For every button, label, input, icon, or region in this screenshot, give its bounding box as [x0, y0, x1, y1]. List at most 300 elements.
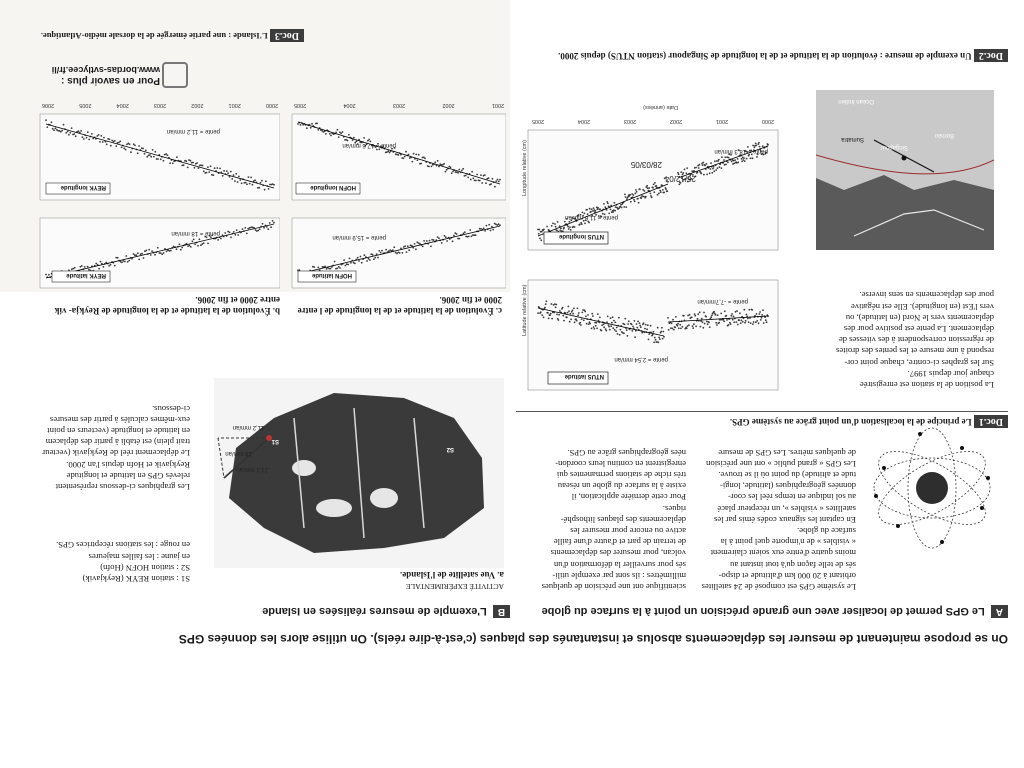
reyk-long-point — [86, 137, 88, 139]
reyk-long-point — [82, 136, 84, 138]
hofn-lat-point — [389, 249, 391, 251]
map-label-sumatra: Sumatra — [841, 136, 864, 142]
hofn-lat-point — [422, 246, 424, 248]
ntus-long-point — [704, 164, 706, 166]
hofn-lat-point — [408, 249, 410, 251]
ntus-lat-point — [610, 325, 612, 327]
reyk-long-point — [133, 143, 135, 145]
ntus-long-point — [710, 162, 712, 164]
reyk-long-point — [148, 155, 150, 157]
ntus-lat-point — [700, 326, 702, 328]
reyk-lat-point — [207, 243, 209, 245]
ntus-long-point — [570, 229, 572, 231]
hofn-lat-point — [406, 251, 408, 253]
map-label-borneo: Bornéo — [934, 132, 954, 138]
ntus-lat-point — [619, 334, 621, 336]
ntus-lat-point — [645, 324, 647, 326]
ntus-long-slope-2: pente = 18,3 mm/an — [714, 148, 768, 154]
ntus-lat-point — [682, 326, 684, 328]
ntus-long-point — [662, 189, 664, 191]
ntus-lat-point — [567, 306, 569, 308]
reyk-long-point — [268, 188, 270, 190]
ntus-lat-point — [607, 316, 609, 318]
ntus-lat-point — [593, 328, 595, 330]
ntus-lat-point — [759, 313, 761, 315]
hofn-long-point — [497, 179, 499, 181]
ntus-lat-point — [585, 315, 587, 317]
hofn-long-point — [451, 172, 453, 174]
ntus-lat-point — [711, 315, 713, 317]
reyk-long-point — [172, 162, 174, 164]
reyk-lat-point — [269, 222, 271, 224]
reyk-lat-point — [163, 252, 165, 254]
hofn-long-point — [461, 170, 463, 172]
ntus-lat-point — [537, 312, 539, 314]
hofn-long-point — [389, 152, 391, 154]
ntus-lat-point — [583, 319, 585, 321]
ntus-lat-point — [644, 328, 646, 330]
hofn-long-point — [448, 166, 450, 168]
reyk-lat-point — [166, 251, 168, 253]
ntus-lat-point — [612, 327, 614, 329]
hofn-long-point — [499, 179, 501, 181]
ntus-long-point — [593, 207, 595, 209]
ntus-long-point — [756, 156, 758, 158]
ntus-long-point — [719, 166, 721, 168]
ntus-long-point — [706, 174, 708, 176]
ntus-long-point — [589, 211, 591, 213]
reyk-long-point — [144, 153, 146, 155]
reyk-lat-point — [151, 250, 153, 252]
hofn-lat-point — [469, 229, 471, 231]
ntus-long-point — [540, 239, 542, 241]
ntus-lat-point — [724, 310, 726, 312]
reyk-lat-point — [201, 243, 203, 245]
reyk-lat-point — [148, 249, 150, 251]
ntus-long-point — [620, 204, 622, 206]
reyk-long-point — [260, 182, 262, 184]
reyk-x-tick: 2002 — [191, 102, 204, 108]
reyk-latitude-chart — [30, 212, 280, 292]
hofn-lat-point — [345, 265, 347, 267]
ntus-long-point — [737, 158, 739, 160]
reyk-long-point — [211, 174, 213, 176]
ntus-lat-point — [592, 315, 594, 317]
reyk-long-point — [156, 158, 158, 160]
ntus-lat-point — [647, 324, 649, 326]
vector-label-3: 18 mm/an — [225, 450, 252, 456]
hofn-long-point — [413, 153, 415, 155]
reyk-lat-point — [194, 243, 196, 245]
ntus-lat-point — [587, 314, 589, 316]
ntus-lat-point — [611, 322, 613, 324]
ntus-lat-point — [563, 320, 565, 322]
ntus-x-tick: 2005 — [531, 118, 545, 124]
reyk-lat-point — [227, 231, 229, 233]
ntus-long-point — [691, 170, 693, 172]
reyk-lat-point — [127, 261, 129, 263]
hofn-lat-point — [437, 236, 439, 238]
ntus-lat-point — [588, 323, 590, 325]
reyk-lat-point — [115, 257, 117, 259]
ntus-lat-point — [595, 325, 597, 327]
ntus-lat-point — [669, 322, 671, 324]
ntus-lat-point — [755, 321, 757, 323]
ntus-lat-point — [651, 335, 653, 337]
hofn-long-point — [306, 127, 308, 129]
reyk-lat-point — [197, 245, 199, 247]
ntus-lat-point — [706, 321, 708, 323]
ntus-lat-point — [610, 317, 612, 319]
ntus-long-point — [726, 156, 728, 158]
reyk-long-point — [207, 166, 209, 168]
hofn-lat-point — [415, 248, 417, 250]
hofn-long-point — [317, 129, 319, 131]
ntus-long-point — [557, 221, 559, 223]
hofn-lat-point — [416, 241, 418, 243]
hofn-lat-point — [484, 230, 486, 232]
ntus-x-tick: 2002 — [669, 118, 683, 124]
ntus-lat-point — [574, 319, 576, 321]
reyk-lat-point — [246, 233, 248, 235]
ntus-lat-point — [551, 303, 553, 305]
ntus-lat-point — [746, 314, 748, 316]
ntus-lat-point — [739, 312, 741, 314]
reyk-lat-point — [255, 229, 257, 231]
ntus-long-point — [748, 155, 750, 157]
reyk-long-point — [106, 143, 108, 145]
reyk-lat-point — [105, 262, 107, 264]
reyk-long-point — [230, 171, 232, 173]
reyk-lat-point — [236, 229, 238, 231]
ntus-lat-point — [745, 320, 747, 322]
hofn-lat-point — [410, 244, 412, 246]
ntus-long-point — [589, 208, 591, 210]
reyk-lat-point — [98, 268, 100, 270]
hofn-lat-point — [370, 253, 372, 255]
reyk-lat-point — [262, 223, 264, 225]
ntus-lat-point — [741, 319, 743, 321]
caption-a: a. Vue satellite de l'Islande. — [399, 570, 504, 580]
ntus-lat-point — [662, 338, 664, 340]
ntus-long-point — [560, 227, 562, 229]
ntus-long-point — [537, 229, 539, 231]
reyk-lat-point — [134, 254, 136, 256]
ntus-lat-point — [543, 316, 545, 318]
ntus-lat-point — [672, 319, 674, 321]
reyk-long-point — [216, 167, 218, 169]
reyk-long-point — [219, 168, 221, 170]
reyk-lat-point — [45, 274, 47, 276]
reyk-lat-point — [270, 226, 272, 228]
hofn-lat-point — [338, 266, 340, 268]
hofn-long-point — [478, 179, 480, 181]
hofn-lat-point — [414, 243, 416, 245]
ntus-lat-point — [653, 331, 655, 333]
ntus-lat-point — [594, 322, 596, 324]
hofn-lat-point — [444, 235, 446, 237]
ntus-long-point — [767, 143, 769, 145]
reyk-long-point — [53, 129, 55, 131]
ntus-lat-point — [541, 314, 543, 316]
ntus-long-point — [715, 169, 717, 171]
ntus-long-point — [757, 143, 759, 145]
reyk-long-point — [203, 170, 205, 172]
reyk-long-point — [195, 163, 197, 165]
ntus-long-point — [569, 226, 571, 228]
reyk-long-point — [55, 127, 57, 129]
ntus-long-point — [731, 161, 733, 163]
ntus-long-point — [661, 184, 663, 186]
ntus-long-point — [539, 238, 541, 240]
reyk-long-point — [204, 172, 206, 174]
ntus-long-point — [584, 223, 586, 225]
ntus-lat-point — [648, 339, 650, 341]
reyk-long-point — [237, 181, 239, 183]
ntus-long-point — [655, 185, 657, 187]
reyk-long-point — [164, 154, 166, 156]
ntus-lat-point — [561, 308, 563, 310]
ntus-lat-point — [556, 314, 558, 316]
ntus-long-point — [694, 167, 696, 169]
ntus-long-point — [701, 163, 703, 165]
iceland-satellite-image — [214, 378, 504, 568]
ntus-long-point — [659, 190, 661, 192]
ntus-long-point — [743, 159, 745, 161]
hofn-long-point — [352, 139, 354, 141]
reyk-lat-point — [193, 239, 195, 241]
ntus-long-point — [546, 226, 548, 228]
ntus-long-point — [646, 186, 648, 188]
reyk-long-point — [150, 156, 152, 158]
reyk-long-point — [261, 180, 263, 182]
reyk-long-slope: pente = 11,2 mm/an — [166, 128, 220, 134]
ntus-x-ticks — [532, 118, 774, 124]
hofn-lat-point — [381, 250, 383, 252]
hofn-long-point — [300, 124, 302, 126]
ntus-lat-point — [615, 330, 617, 332]
ntus-long-point — [754, 145, 756, 147]
vector-label-2: 11,2 mm/an — [232, 424, 264, 430]
ntus-long-point — [657, 194, 659, 196]
ntus-lat-point — [586, 323, 588, 325]
reyk-lat-point — [210, 236, 212, 238]
reyk-lat-point — [114, 265, 116, 267]
reyk-lat-point — [157, 247, 159, 249]
ntus-lat-point — [684, 328, 686, 330]
reyk-lat-point — [154, 254, 156, 256]
ntus-lat-point — [694, 313, 696, 315]
hofn-long-point — [476, 174, 478, 176]
ntus-long-point — [724, 164, 726, 166]
more-info-link[interactable]: www.bordas-svtlycee.fr/li — [51, 64, 160, 75]
ntus-lat-point — [735, 311, 737, 313]
ntus-long-point — [717, 167, 719, 169]
hofn-lat-point — [407, 245, 409, 247]
ntus-lat-point — [751, 309, 753, 311]
ntus-lat-point — [596, 327, 598, 329]
ntus-longitude-box: NTUS longitude — [559, 233, 604, 239]
hofn-lat-point — [430, 245, 432, 247]
reyk-lat-point — [220, 238, 222, 240]
reyk-lat-point — [263, 227, 265, 229]
hofn-lat-point — [368, 258, 370, 260]
ntus-lat-point — [539, 312, 541, 314]
ntus-x-tick: 2001 — [715, 118, 729, 124]
hofn-long-point — [437, 160, 439, 162]
ntus-long-point — [578, 224, 580, 226]
ntus-long-point — [663, 192, 665, 194]
hofn-lat-point — [343, 259, 345, 261]
hofn-latitude-box: HOFN latitude — [312, 272, 352, 278]
reyk-long-point — [99, 141, 101, 143]
ntus-lat-point — [725, 315, 727, 317]
ntus-lat-slope-2: pente = -7,7mm/an — [697, 298, 748, 304]
reyk-long-point — [252, 184, 254, 186]
ntus-long-point — [568, 228, 570, 230]
reyk-long-point — [233, 174, 235, 176]
ntus-longitude-chart — [518, 96, 788, 256]
ntus-lat-point — [626, 329, 628, 331]
hofn-lat-point — [353, 262, 355, 264]
ntus-lat-point — [637, 321, 639, 323]
doc1-divider — [516, 411, 1008, 412]
section-b-heading: B L'exemple de mesures réalisées en Islande — [262, 605, 510, 618]
hofn-x-tick: 2002 — [442, 102, 455, 108]
ntus-long-point — [640, 197, 642, 199]
ntus-lat-point — [693, 323, 695, 325]
ntus-long-point — [660, 191, 662, 193]
ntus-lat-point — [622, 323, 624, 325]
ntus-lat-point — [671, 322, 673, 324]
reyk-long-point — [125, 149, 127, 151]
reyk-long-point — [63, 124, 65, 126]
hofn-long-point — [422, 157, 424, 159]
hofn-lat-point — [452, 240, 454, 242]
ntus-long-point — [608, 205, 610, 207]
ntus-long-point — [591, 208, 593, 210]
ntus-long-point — [714, 160, 716, 162]
reyk-long-point — [214, 167, 216, 169]
ntus-lat-point — [572, 313, 574, 315]
ntus-lat-point — [639, 322, 641, 324]
reyk-long-point — [137, 152, 139, 154]
ntus-long-point — [583, 220, 585, 222]
ntus-long-point — [710, 168, 712, 170]
hofn-lat-point — [364, 254, 366, 256]
ntus-lat-point — [658, 337, 660, 339]
ntus-lat-point — [675, 316, 677, 318]
ntus-long-point — [631, 193, 633, 195]
ntus-lat-point — [723, 321, 725, 323]
ntus-lat-point — [763, 322, 765, 324]
reyk-lat-point — [123, 260, 125, 262]
ntus-lat-point — [655, 339, 657, 341]
ntus-lat-point — [581, 312, 583, 314]
ntus-long-point — [630, 201, 632, 203]
hofn-lat-point — [445, 236, 447, 238]
reyk-long-point — [141, 147, 143, 149]
reyk-long-point — [250, 177, 252, 179]
hofn-long-point — [480, 174, 482, 176]
ntus-long-point — [752, 157, 754, 159]
hofn-long-point — [315, 123, 317, 125]
ntus-long-point — [625, 206, 627, 208]
ntus-lat-point — [756, 313, 758, 315]
reyk-long-point — [226, 170, 228, 172]
ntus-lat-point — [608, 324, 610, 326]
hofn-long-point — [471, 171, 473, 173]
hofn-lat-point — [453, 235, 455, 237]
reyk-long-point — [208, 171, 210, 173]
ntus-long-point — [538, 233, 540, 235]
hofn-lat-point — [402, 252, 404, 254]
hofn-lat-point — [429, 240, 431, 242]
ntus-lat-point — [752, 323, 754, 325]
hofn-lat-point — [334, 261, 336, 263]
ntus-long-point — [555, 226, 557, 228]
ntus-lat-point — [640, 326, 642, 328]
ntus-latitude-box: NTUS latitude — [564, 373, 604, 379]
map-label-ocean: Océan Indien — [838, 98, 874, 104]
reyk-long-point — [67, 131, 69, 133]
hofn-long-point — [344, 139, 346, 141]
ntus-lat-point — [737, 324, 739, 326]
hofn-lat-point — [472, 234, 474, 236]
ntus-lat-point — [579, 323, 581, 325]
hofn-lat-point — [464, 231, 466, 233]
ntus-lat-point — [609, 329, 611, 331]
ntus-lat-point — [564, 312, 566, 314]
hofn-long-point — [311, 123, 313, 125]
ntus-lat-point — [574, 321, 576, 323]
reyk-lat-point — [120, 261, 122, 263]
hofn-long-point — [329, 133, 331, 135]
ntus-lat-point — [753, 321, 755, 323]
ntus-lat-point — [546, 312, 548, 314]
hofn-lat-point — [431, 239, 433, 241]
hofn-long-point — [342, 131, 344, 133]
ntus-lat-point — [601, 324, 603, 326]
reyk-long-point — [181, 165, 183, 167]
more-info-icon — [162, 62, 188, 88]
reyk-lat-point — [217, 239, 219, 241]
ntus-lat-point — [747, 318, 749, 320]
ntus-lat-point — [679, 324, 681, 326]
ntus-lat-point — [600, 329, 602, 331]
ntus-lat-axis-label: Latitude relative (cm) — [522, 284, 528, 336]
ntus-long-point — [540, 231, 542, 233]
ntus-lat-point — [661, 327, 663, 329]
hofn-lat-point — [360, 256, 362, 258]
reyk-long-point — [235, 173, 237, 175]
ntus-long-point — [585, 209, 587, 211]
reyk-long-point — [72, 134, 74, 136]
ntus-lat-point — [694, 315, 696, 317]
ntus-lat-point — [697, 318, 699, 320]
ntus-lat-point — [634, 336, 636, 338]
hofn-lat-point — [494, 223, 496, 225]
ntus-lat-point — [655, 341, 657, 343]
ntus-long-point — [580, 222, 582, 224]
ntus-lat-point — [758, 322, 760, 324]
ntus-lat-point — [565, 316, 567, 318]
ntus-lat-point — [756, 320, 758, 322]
reyk-long-point — [146, 156, 148, 158]
ntus-long-point — [716, 160, 718, 162]
reyk-long-point — [52, 128, 54, 130]
ntus-lat-point — [538, 306, 540, 308]
